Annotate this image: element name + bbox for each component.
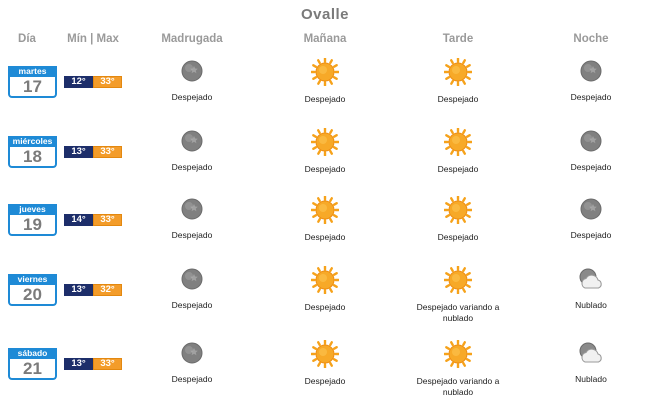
max-temp: 32° — [93, 284, 122, 296]
temperature-range — [64, 358, 122, 370]
sun-icon — [403, 340, 513, 368]
forecast-cell-noche — [536, 128, 646, 173]
day-badge — [8, 136, 57, 168]
min-temp: 12° — [64, 76, 93, 88]
weather-description: Despejado — [171, 300, 213, 310]
min-temp: 14° — [64, 214, 93, 226]
forecast-cell-madrugada — [137, 340, 247, 385]
weather-description: Despejado — [304, 232, 346, 242]
sun-icon — [403, 196, 513, 224]
forecast-cell-manana — [270, 128, 380, 175]
forecast-cell-tarde — [403, 340, 513, 398]
forecast-cell-tarde — [403, 58, 513, 105]
sun-icon — [403, 266, 513, 294]
forecast-cell-madrugada — [137, 196, 247, 241]
forecast-row — [0, 266, 650, 338]
sun-icon — [270, 58, 380, 86]
day-name: martes — [8, 66, 57, 77]
temperature-range — [64, 76, 122, 88]
temperature-range — [64, 284, 122, 296]
weather-description: Despejado variando a nublado — [416, 302, 500, 323]
weather-description: Despejado — [171, 374, 213, 384]
forecast-cell-manana — [270, 196, 380, 243]
sun-icon — [270, 128, 380, 156]
day-name: sábado — [8, 348, 57, 359]
weather-description: Despejado — [171, 162, 213, 172]
forecast-cell-manana — [270, 58, 380, 105]
day-name: miércoles — [8, 136, 57, 147]
header-day: Día — [18, 33, 36, 45]
city-title: Ovalle — [300, 6, 350, 23]
day-badge — [8, 66, 57, 98]
forecast-cell-noche — [536, 196, 646, 241]
temperature-range — [64, 146, 122, 158]
header-minmax: Mín | Max — [67, 33, 119, 45]
forecast-cell-noche — [536, 340, 646, 385]
moon-icon — [536, 128, 646, 154]
min-temp: 13° — [64, 146, 93, 158]
min-temp: 13° — [64, 358, 93, 370]
sun-icon — [403, 58, 513, 86]
forecast-row — [0, 128, 650, 200]
temperature-range — [64, 214, 122, 226]
day-number: 18 — [23, 147, 42, 166]
day-badge — [8, 348, 57, 380]
forecast-cell-tarde — [403, 266, 513, 324]
day-number: 20 — [23, 285, 42, 304]
day-badge — [8, 274, 57, 306]
day-name: jueves — [8, 204, 57, 215]
max-temp: 33° — [93, 358, 122, 370]
forecast-cell-manana — [270, 266, 380, 313]
max-temp: 33° — [93, 214, 122, 226]
day-name: viernes — [8, 274, 57, 285]
forecast-cell-tarde — [403, 196, 513, 243]
weather-description: Nublado — [575, 374, 607, 384]
weather-description: Despejado — [437, 164, 479, 174]
cloud-moon-icon — [536, 340, 646, 366]
forecast-cell-noche — [536, 266, 646, 311]
weather-description: Despejado — [304, 164, 346, 174]
day-number: 21 — [23, 359, 42, 378]
day-number: 17 — [23, 77, 42, 96]
sun-icon — [270, 266, 380, 294]
weather-description: Despejado — [304, 376, 346, 386]
min-temp: 13° — [64, 284, 93, 296]
day-badge — [8, 204, 57, 236]
forecast-cell-noche — [536, 58, 646, 103]
sun-icon — [270, 340, 380, 368]
forecast-cell-madrugada — [137, 58, 247, 103]
header-tarde: Tarde — [442, 33, 474, 45]
weather-description: Nublado — [575, 300, 607, 310]
header-manana: Mañana — [303, 33, 347, 45]
moon-icon — [137, 128, 247, 154]
header-noche: Noche — [573, 33, 609, 45]
forecast-cell-tarde — [403, 128, 513, 175]
weather-description: Despejado — [304, 94, 346, 104]
forecast-row — [0, 58, 650, 130]
moon-icon — [137, 196, 247, 222]
forecast-cell-madrugada — [137, 128, 247, 173]
weather-description: Despejado — [304, 302, 346, 312]
cloud-moon-icon — [536, 266, 646, 292]
sun-icon — [403, 128, 513, 156]
weather-description: Despejado — [171, 230, 213, 240]
weather-description: Despejado — [437, 94, 479, 104]
moon-icon — [536, 196, 646, 222]
max-temp: 33° — [93, 76, 122, 88]
moon-icon — [137, 266, 247, 292]
moon-icon — [536, 58, 646, 84]
forecast-cell-manana — [270, 340, 380, 387]
forecast-cell-madrugada — [137, 266, 247, 311]
weather-description: Despejado — [171, 92, 213, 102]
forecast-row — [0, 196, 650, 268]
weather-description: Despejado — [570, 92, 612, 102]
moon-icon — [137, 340, 247, 366]
weather-description: Despejado — [570, 162, 612, 172]
day-number: 19 — [23, 215, 42, 234]
max-temp: 33° — [93, 146, 122, 158]
weather-description: Despejado variando a nublado — [416, 376, 500, 397]
weather-description: Despejado — [570, 230, 612, 240]
weather-description: Despejado — [437, 232, 479, 242]
forecast-row — [0, 340, 650, 412]
moon-icon — [137, 58, 247, 84]
header-madrugada: Madrugada — [161, 33, 223, 45]
sun-icon — [270, 196, 380, 224]
